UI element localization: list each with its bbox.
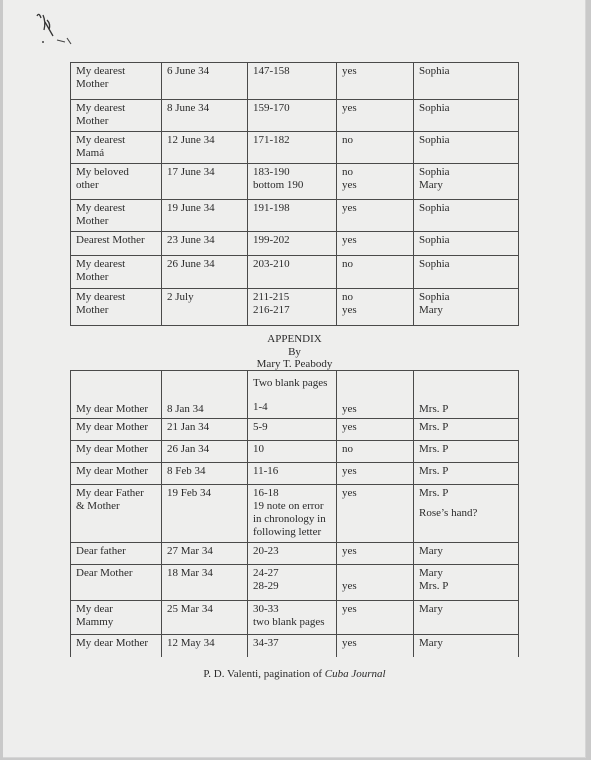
salutation-text: My dear Mother xyxy=(76,421,149,433)
cell-date xyxy=(162,132,248,164)
cell-date xyxy=(162,63,248,100)
transcribed-text: yes xyxy=(342,465,357,477)
transcribed-text: no yes xyxy=(342,291,357,316)
cell-copyist xyxy=(414,100,519,132)
cell-date xyxy=(162,601,248,635)
cell-salutation xyxy=(71,419,162,441)
table-row xyxy=(71,63,519,100)
pages-text: 211-215 216-217 xyxy=(253,291,290,316)
copyist-text: Sophia xyxy=(419,202,450,214)
pages-text: 1-4 xyxy=(253,401,268,413)
table-row xyxy=(71,232,519,256)
date-text: 17 June 34 xyxy=(167,166,215,178)
blank-pages-note: Two blank pages xyxy=(253,377,328,389)
appendix-table xyxy=(70,370,519,657)
pages-text: 5-9 xyxy=(253,421,268,433)
copyist-text: Sophia xyxy=(419,234,450,246)
table-row xyxy=(71,100,519,132)
pages-text: 10 xyxy=(253,443,264,455)
table-row xyxy=(71,289,519,326)
cell-copyist xyxy=(414,543,519,565)
ink-marks-icon xyxy=(31,10,81,55)
cell-pages xyxy=(248,132,337,164)
cell-date xyxy=(162,441,248,463)
cell-salutation xyxy=(71,200,162,232)
cell-salutation xyxy=(71,463,162,485)
salutation-text: My dearest Mother xyxy=(76,65,126,90)
cell-pages xyxy=(248,371,337,419)
cell-salutation xyxy=(71,164,162,200)
cell-pages xyxy=(248,565,337,601)
note-gap xyxy=(419,500,514,507)
cell-transcribed xyxy=(337,63,414,100)
cell-pages xyxy=(248,419,337,441)
cell-salutation xyxy=(71,441,162,463)
appendix-by: By xyxy=(288,346,301,358)
copyist-text: Sophia Mary xyxy=(419,291,450,316)
pages-text: 30-33 two blank pages xyxy=(253,603,325,628)
cell-transcribed xyxy=(337,485,414,543)
cell-copyist xyxy=(414,601,519,635)
pages-text: 203-210 xyxy=(253,258,290,270)
cell-salutation xyxy=(71,256,162,289)
cell-pages xyxy=(248,543,337,565)
cell-transcribed xyxy=(337,371,414,419)
appendix-title: APPENDIX xyxy=(267,333,322,345)
table-row xyxy=(71,543,519,565)
table-row xyxy=(71,635,519,657)
cell-transcribed xyxy=(337,256,414,289)
cell-copyist xyxy=(414,635,519,657)
date-text: 25 Mar 34 xyxy=(167,603,213,615)
cell-copyist xyxy=(414,232,519,256)
cell-transcribed xyxy=(337,635,414,657)
copyist-text: Mrs. P xyxy=(419,465,449,477)
copyist-text: Mary xyxy=(419,637,443,649)
date-text: 23 June 34 xyxy=(167,234,215,246)
table-row xyxy=(71,419,519,441)
footer-prefix: P. D. Valenti, pagination of xyxy=(203,668,325,680)
copyist-text: Mrs. P xyxy=(419,443,449,455)
cell-date xyxy=(162,232,248,256)
cell-pages xyxy=(248,63,337,100)
cell-copyist xyxy=(414,289,519,326)
cell-transcribed xyxy=(337,543,414,565)
date-text: 21 Jan 34 xyxy=(167,421,210,433)
cell-pages xyxy=(248,289,337,326)
cell-copyist xyxy=(414,419,519,441)
transcribed-text: yes xyxy=(342,234,357,246)
copyist-text: Sophia Mary xyxy=(419,166,450,191)
letters-table xyxy=(70,62,519,326)
cell-date xyxy=(162,289,248,326)
cell-pages xyxy=(248,463,337,485)
salutation-text: My dear Mother xyxy=(76,403,149,415)
copyist-text: Mary Mrs. P xyxy=(419,567,449,592)
cell-date xyxy=(162,463,248,485)
salutation-text: My dearest Mamá xyxy=(76,134,126,159)
pages-text: 20-23 xyxy=(253,545,279,557)
cell-transcribed xyxy=(337,601,414,635)
pages-text: 147-158 xyxy=(253,65,290,77)
cell-copyist xyxy=(414,565,519,601)
date-text: 8 Jan 34 xyxy=(167,403,204,415)
cell-salutation xyxy=(71,601,162,635)
pages-text: 199-202 xyxy=(253,234,290,246)
transcribed-text: yes xyxy=(342,580,357,592)
salutation-text: My dearest Mother xyxy=(76,258,126,283)
copyist-text: Sophia xyxy=(419,258,450,270)
cell-transcribed xyxy=(337,289,414,326)
cell-salutation xyxy=(71,63,162,100)
cell-salutation xyxy=(71,232,162,256)
cell-transcribed xyxy=(337,164,414,200)
cell-transcribed xyxy=(337,200,414,232)
table-row xyxy=(71,601,519,635)
date-text: 12 June 34 xyxy=(167,134,215,146)
date-text: 8 June 34 xyxy=(167,102,210,114)
salutation-text: My dear Mother xyxy=(76,443,149,455)
pages-text: 24-27 28-29 xyxy=(253,567,279,592)
salutation-text: My dearest Mother xyxy=(76,291,126,316)
appendix-author: Mary T. Peabody xyxy=(256,358,333,370)
pages-text: 16-18 19 note on error in chronology in following letter xyxy=(253,487,326,538)
cell-copyist xyxy=(414,371,519,419)
copyist-text: Mary xyxy=(419,603,443,615)
cell-salutation xyxy=(71,485,162,543)
cell-transcribed xyxy=(337,565,414,601)
table-row xyxy=(71,463,519,485)
cell-pages xyxy=(248,164,337,200)
salutation-text: My dear Mammy xyxy=(76,603,114,628)
cell-copyist xyxy=(414,441,519,463)
cell-pages xyxy=(248,100,337,132)
cell-salutation xyxy=(71,565,162,601)
table-row xyxy=(71,256,519,289)
cell-copyist xyxy=(414,164,519,200)
transcribed-text: yes xyxy=(342,421,357,433)
transcribed-text: no xyxy=(342,134,353,146)
salutation-text: My dear Mother xyxy=(76,465,149,477)
date-text: 6 June 34 xyxy=(167,65,210,77)
cell-transcribed xyxy=(337,441,414,463)
cell-copyist xyxy=(414,63,519,100)
cell-transcribed xyxy=(337,132,414,164)
cell-date xyxy=(162,164,248,200)
transcribed-text: yes xyxy=(342,545,357,557)
cell-salutation xyxy=(71,132,162,164)
cell-pages xyxy=(248,232,337,256)
cell-transcribed xyxy=(337,419,414,441)
date-text: 8 Feb 34 xyxy=(167,465,206,477)
cell-date xyxy=(162,565,248,601)
transcribed-text: no xyxy=(342,443,353,455)
transcribed-text: yes xyxy=(342,102,357,114)
copyist-text: Mrs. P xyxy=(419,403,449,415)
date-text: 26 June 34 xyxy=(167,258,215,270)
copyist-text: Sophia xyxy=(419,102,450,114)
salutation-text: My dearest Mother xyxy=(76,202,126,227)
cell-transcribed xyxy=(337,100,414,132)
cell-pages xyxy=(248,635,337,657)
cell-transcribed xyxy=(337,463,414,485)
table-row xyxy=(71,565,519,601)
cell-date xyxy=(162,100,248,132)
cell-copyist xyxy=(414,256,519,289)
table-row xyxy=(71,485,519,543)
cell-salutation xyxy=(71,289,162,326)
cell-pages xyxy=(248,601,337,635)
copyist-text: Mrs. P xyxy=(419,487,449,499)
cell-date xyxy=(162,200,248,232)
date-text: 2 July xyxy=(167,291,194,303)
copyist-text: Mrs. P xyxy=(419,421,449,433)
cell-salutation xyxy=(71,543,162,565)
salutation-text: Dear Mother xyxy=(76,567,133,579)
cell-transcribed xyxy=(337,232,414,256)
cell-pages xyxy=(248,441,337,463)
date-text: 19 June 34 xyxy=(167,202,215,214)
cell-salutation xyxy=(71,371,162,419)
cell-date xyxy=(162,543,248,565)
pages-text: 11-16 xyxy=(253,465,279,477)
cell-salutation xyxy=(71,100,162,132)
date-text: 27 Mar 34 xyxy=(167,545,213,557)
transcribed-text: no xyxy=(342,258,353,270)
cell-pages xyxy=(248,256,337,289)
cell-pages xyxy=(248,485,337,543)
salutation-text: My dear Mother xyxy=(76,637,149,649)
table-row xyxy=(71,132,519,164)
date-text: 18 Mar 34 xyxy=(167,567,213,579)
table-row xyxy=(71,441,519,463)
date-text: 19 Feb 34 xyxy=(167,487,211,499)
pages-text: 183-190 bottom 190 xyxy=(253,166,304,191)
table-row xyxy=(71,200,519,232)
salutation-text: My dear Father & Mother xyxy=(76,487,144,512)
cell-date xyxy=(162,635,248,657)
salutation-text: My dearest Mother xyxy=(76,102,126,127)
transcribed-text: yes xyxy=(342,487,357,499)
transcribed-text: yes xyxy=(342,403,357,415)
salutation-text: My beloved other xyxy=(76,166,129,191)
transcribed-text: yes xyxy=(342,65,357,77)
date-text: 12 May 34 xyxy=(167,637,215,649)
transcribed-text: yes xyxy=(342,603,357,615)
table-row xyxy=(71,371,519,419)
transcribed-text: yes xyxy=(342,637,357,649)
footer-caption xyxy=(3,668,586,680)
cell-copyist xyxy=(414,200,519,232)
copyist-text: Mary xyxy=(419,545,443,557)
copyist-text: Sophia xyxy=(419,134,450,146)
cell-copyist xyxy=(414,463,519,485)
copyist-note-text: Rose’s hand? xyxy=(419,507,478,519)
document-page xyxy=(3,0,586,758)
salutation-text: Dearest Mother xyxy=(76,234,145,246)
transcribed-text: no yes xyxy=(342,166,357,191)
cell-salutation xyxy=(71,635,162,657)
pages-text: 34-37 xyxy=(253,637,279,649)
copyist-text: Sophia xyxy=(419,65,450,77)
pages-text: 159-170 xyxy=(253,102,290,114)
table-row xyxy=(71,164,519,200)
date-text: 26 Jan 34 xyxy=(167,443,210,455)
footer-journal-title: Cuba Journal xyxy=(324,668,386,680)
pages-text: 191-198 xyxy=(253,202,290,214)
pages-text: 171-182 xyxy=(253,134,290,146)
cell-copyist xyxy=(414,485,519,543)
cell-copyist xyxy=(414,132,519,164)
salutation-text: Dear father xyxy=(76,545,126,557)
cell-date xyxy=(162,256,248,289)
cell-date xyxy=(162,419,248,441)
transcribed-text: yes xyxy=(342,202,357,214)
cell-pages xyxy=(248,200,337,232)
cell-date xyxy=(162,371,248,419)
cell-date xyxy=(162,485,248,543)
